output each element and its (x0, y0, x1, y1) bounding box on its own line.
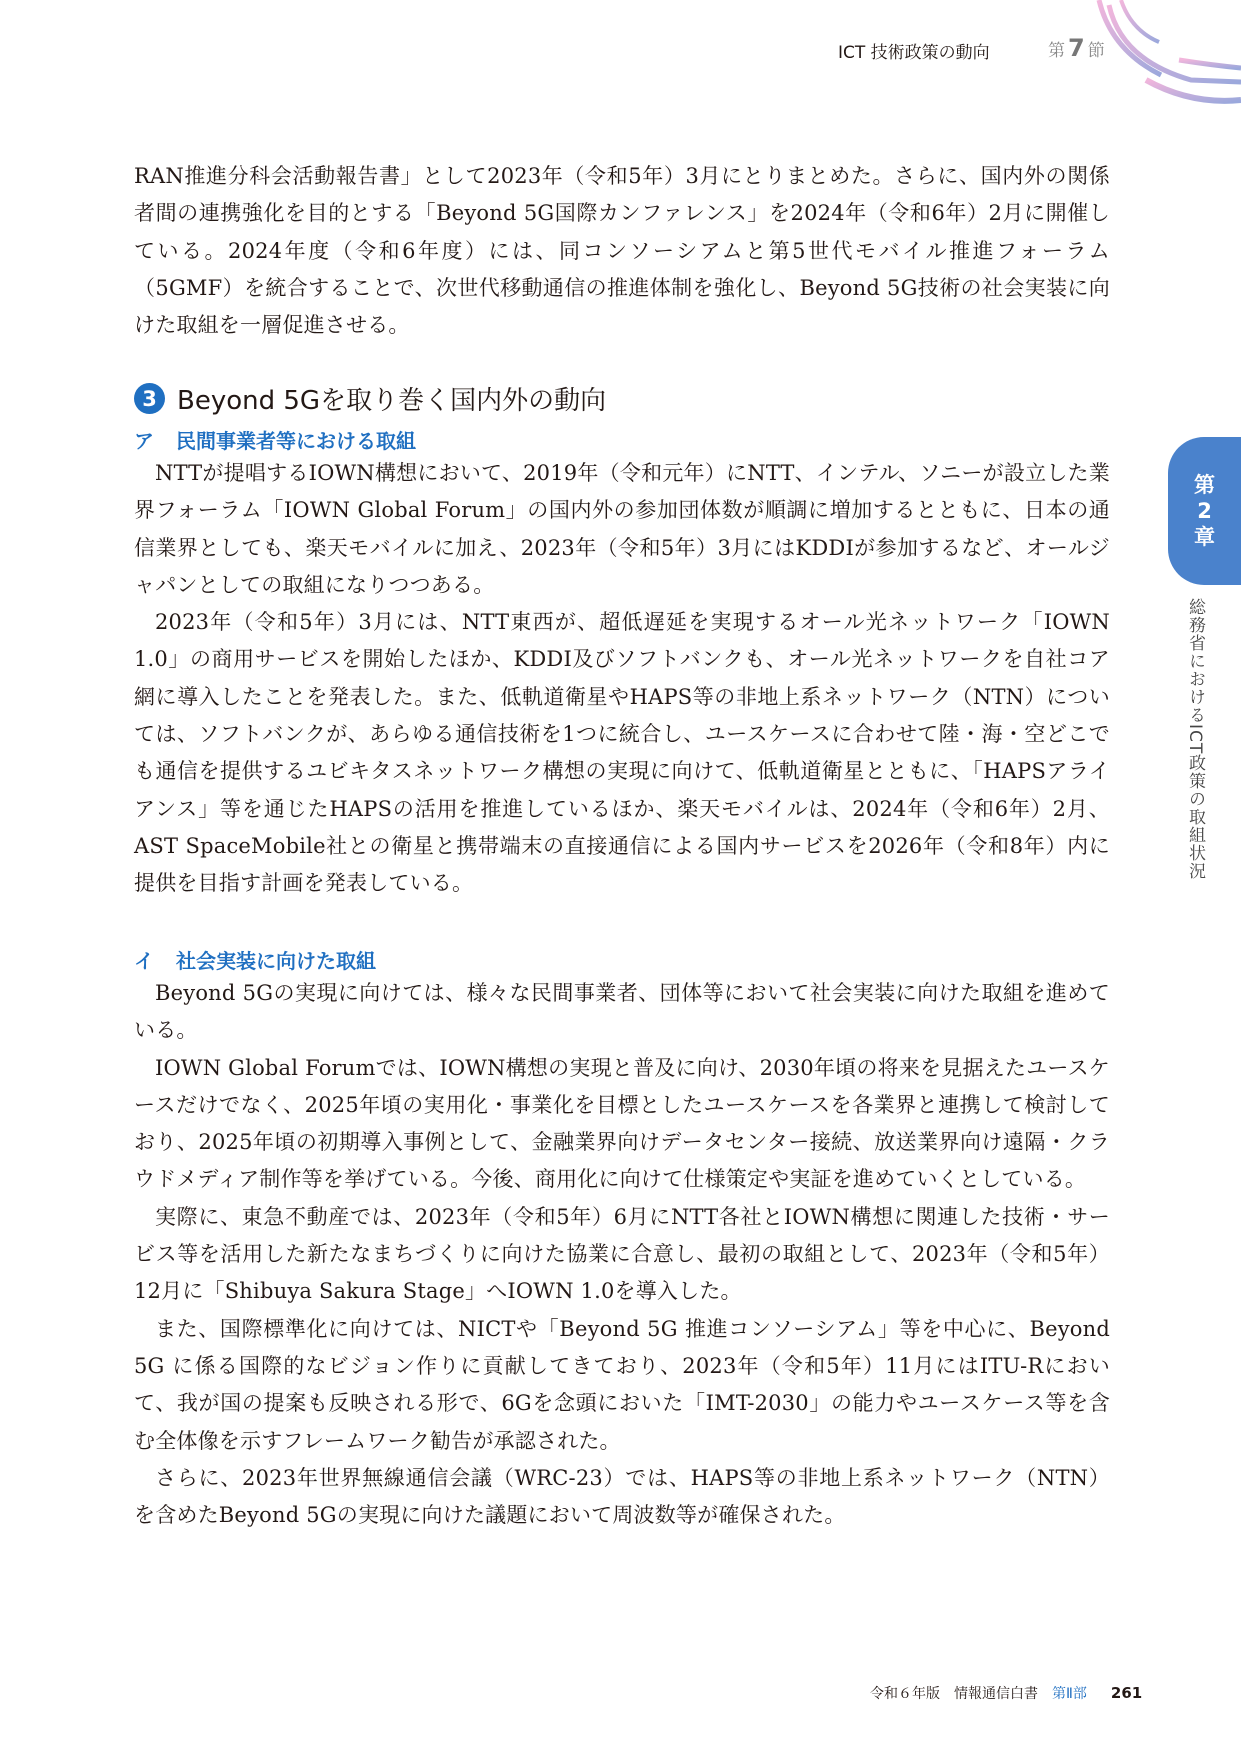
chapter-subtitle: 総務省におけるICT政策の取組状況 (1185, 598, 1205, 881)
page-number: 261 (1110, 1684, 1143, 1702)
paragraph: Beyond 5Gの実現に向けては、様々な民間事業者、団体等において社会実装に向けた取組を進めている。 (134, 981, 1110, 1043)
footer-publication: 情報通信白書 (954, 1686, 1038, 1702)
intro-paragraph (134, 158, 1110, 344)
subsection-title: 社会実装に向けた取組 (176, 949, 376, 973)
subsection-mark: イ (134, 949, 154, 973)
section-suffix: 節 (1087, 41, 1105, 61)
paragraph: また、国際標準化に向けては、NICTや「Beyond 5G 推進コンソーシアム」等を中心に、Beyond 5G に係る国際的なビジョン作りに貢献してきており、2023年（令和5年）11月にはITU-Rにおいて、我が国の提案も反映される形で、6Gを念頭においた「IMT-2030」の能力やユースケース等を含む全体像を示すフレームワーク勧告が承認された。 (134, 1316, 1110, 1453)
subsection-heading-a (134, 425, 416, 454)
section-prefix: 第 (1048, 41, 1065, 61)
subsection-title: 民間事業者等における取組 (176, 429, 416, 453)
chapter-tab-line3: 章 (1194, 525, 1215, 549)
section-title: Beyond 5Gを取り巻く国内外の動向 (177, 386, 607, 416)
subsection-a-body (134, 455, 1110, 903)
paragraph: IOWN Global Forumでは、IOWN構想の実現と普及に向け、2030年頃の将来を見据えたユースケースだけでなく、2025年頃の実用化・事業化を目標としたユースケースを各業界と連携して検討しており、2025年頃の初期導入事例として、金融業界向けデータセンター接続、放送業界向け遠隔・クラウドメディア制作等を挙げている。今後、商用化に向けて仕様策定や実証を進めていくとしている。 (134, 1055, 1110, 1192)
paragraph: 実際に、東急不動産では、2023年（令和5年）6月にNTT各社とIOWN構想に関連した技術・サービス等を活用した新たなまちづくりに向けた協業に合意し、最初の取組として、2023年（令和5年）12月に「Shibuya Sakura Stage」へIOWN 1.0を導入した。 (134, 1204, 1110, 1304)
subsection-mark: ア (134, 429, 154, 453)
running-header-title: ICT 技術政策の動向 (838, 43, 990, 63)
paragraph: NTTが提唱するIOWN構想において、2019年（令和元年）にNTT、インテル、ソニーが設立した業界フォーラム「IOWN Global Forum」の国内外の参加団体数が順調に増加するとともに、日本の通信業界としても、楽天モバイルに加え、2023年（令和5年）3月にはKDDIが参加するなど、オールジャパンとしての取組になりつつある。 (134, 461, 1110, 597)
paragraph: RAN推進分科会活動報告書」として2023年（令和5年）3月にとりまとめた。さらに、国内外の関係者間の連携強化を目的とする「Beyond 5G国際カンファレンス」を2024年（令和6年）2月に開催している。2024年度（令和6年度）には、同コンソーシアムと第5世代モバイル推進フォーラム（5GMF）を統合することで、次世代移動通信の推進体制を強化し、Beyond 5G技術の社会実装に向けた取組を一層促進させる。 (134, 164, 1110, 338)
chapter-tab-line1: 第 (1194, 473, 1215, 497)
footer-edition: 令和６年版 (870, 1686, 940, 1702)
subsection-heading-i (134, 945, 376, 974)
decorative-arc-icon (1091, 0, 1241, 115)
subsection-i-body (134, 975, 1110, 1534)
chapter-tab (1168, 437, 1241, 585)
chapter-tab-number: 2 (1197, 499, 1212, 523)
paragraph: 2023年（令和5年）3月には、NTT東西が、超低遅延を実現するオール光ネットワーク「IOWN 1.0」の商用サービスを開始したほか、KDDI及びソフトバンクも、オール光ネットワークを自社コア網に導入したことを発表した。また、低軌道衛星やHAPS等の非地上系ネットワーク（NTN）については、ソフトバンクが、あらゆる通信技術を1つに統合し、ユースケースに合わせて陸・海・空どこでも通信を提供するユビキタスネットワーク構想の実現に向けて、低軌道衛星とともに、「HAPSアライアンス」等を通じたHAPSの活用を推進しているほか、楽天モバイルは、2024年（令和6年）2月、AST SpaceMobile社との衛星と携帯端末の直接通信による国内サービスを2026年（令和8年）内に提供を目指す計画を発表している。 (134, 610, 1110, 896)
footer-part: 第Ⅱ部 (1052, 1686, 1087, 1702)
paragraph: さらに、2023年世界無線通信会議（WRC-23）では、HAPS等の非地上系ネットワーク（NTN）を含めたBeyond 5Gの実現に向けた議題において周波数等が確保された。 (134, 1465, 1110, 1528)
section-number-badge: 3 (134, 383, 165, 414)
section-heading (134, 380, 606, 417)
page-footer (870, 1683, 1142, 1703)
section-number: 7 (1068, 34, 1085, 62)
